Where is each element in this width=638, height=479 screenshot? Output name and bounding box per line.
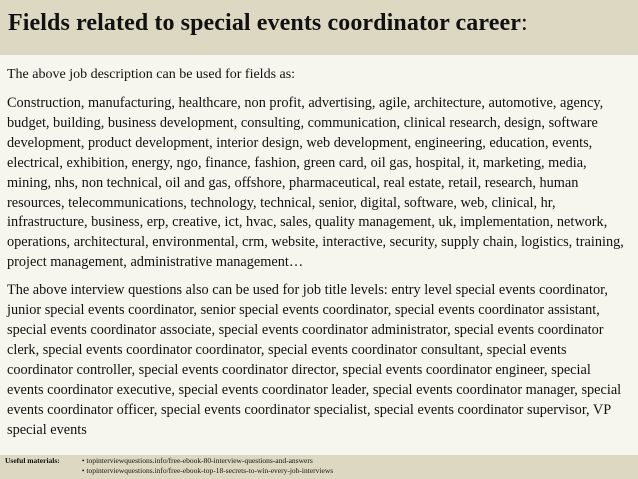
footer-label: Useful materials: bbox=[5, 456, 60, 465]
page-title-colon: : bbox=[520, 10, 528, 36]
footer-link-ebook-80-questions[interactable]: • topinterviewquestions.info/free-ebook-80-interview-questions-and-answers bbox=[81, 456, 313, 465]
slide-content bbox=[0, 55, 638, 455]
intro-text: The above job description can be used for fields as: bbox=[7, 67, 296, 82]
page-title-text: Fields related to special events coordinator career bbox=[8, 10, 521, 36]
footer-bar bbox=[0, 455, 638, 479]
page-title bbox=[8, 10, 528, 36]
title-bar bbox=[0, 0, 638, 55]
footer-links bbox=[82, 456, 333, 476]
footer-link-ebook-18-secrets[interactable]: • topinterviewquestions.info/free-ebook-top-18-secrets-to-win-every-job-interviews bbox=[81, 466, 334, 475]
fields-paragraph: Construction, manufacturing, healthcare, non profit, advertising, agile, architecture, automotive, agency, budget, building, business development, consulting, communication, clinical research, design, software development, product development, interior design, web development, engineering, education, events, electrical, exhibition, energy, ngo, finance, fashion, green card, oil gas, hospital, it, marketing, media, mining, nhs, non technical, oil and gas, offshore, pharmaceutical, real estate, retail, research, human resources, telecommunications, technology, technical, senior, digital, software, web, clinical, hr, infrastructure, business, erp, creative, ict, hvac, sales, quality management, uk, implementation, network, operations, architectural, environmental, crm, website, interactive, security, supply chain, logistics, training, project management, administrative management… bbox=[7, 95, 624, 271]
job-levels-paragraph: The above interview questions also can be used for job title levels: entry level special events coordinator, junior special events coordinator, senior special events coordinator, special events coordinator assistant, special events coordinator associate, special events coordinator administrator, special events coordinator clerk, special events coordinator coordinator, special events coordinator consultant, special events coordinator controller, special events coordinator director, special events coordinator engineer, special events coordinator executive, special events coordinator leader, special events coordinator manager, special events coordinator officer, special events coordinator specialist, special events coordinator supervisor, VP special events bbox=[7, 282, 622, 438]
